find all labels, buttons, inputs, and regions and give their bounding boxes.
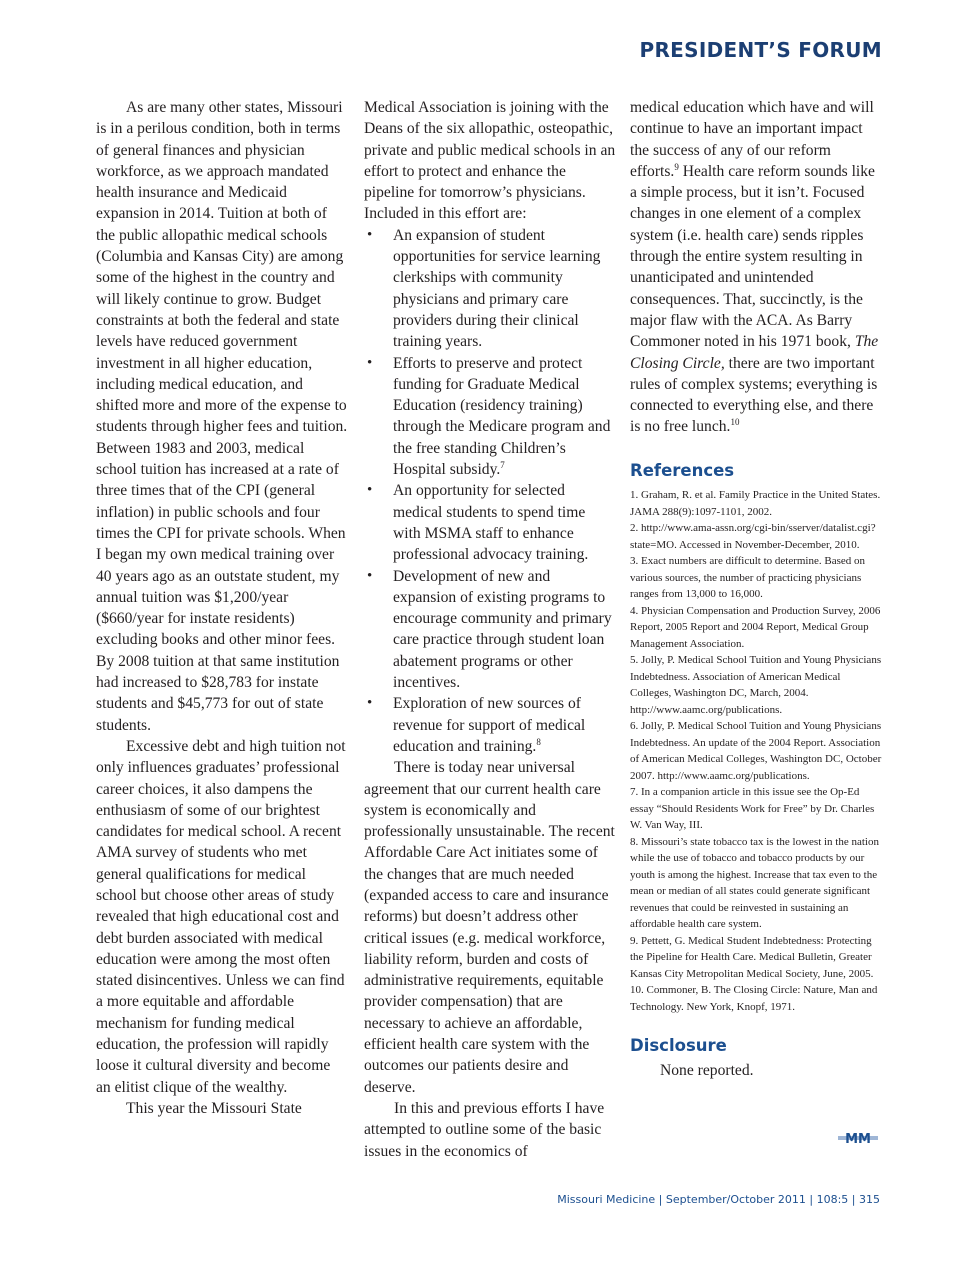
paragraph: In this and previous efforts I have attempted to outline some of the basic issues in the economics of: [364, 1099, 605, 1160]
footnote-marker: 7: [500, 459, 505, 470]
list-item: • Efforts to preserve and protect funding for Graduate Medical Education (residency training) through the Medicare program and the free standing Children’s Hospital subsidy.$^7$: [364, 353, 616, 481]
references-heading: References: [630, 460, 735, 480]
paragraph: There is today near universal agreement that our current health care system is economically and professionally unsustainable. The recent Affordable Care Act initiates some of the changes that are much needed (expanded access to care and insurance reforms) but doesn’t address other critical issues (e.g. medical workforce, liability reform, burden and costs of administrative requirements, equitable provider compensation) that are necessary to achieve an affordable, efficient health care system with the outcomes our patients desire and deserve.: [364, 759, 615, 1096]
column-2: [364, 97, 616, 1162]
section-header: PRESIDENT’S FORUM: [639, 38, 882, 62]
reference-item: 1. Graham, R. et al. Family Practice in the United States. JAMA 288(9):1097-1101, 2002.: [630, 489, 881, 518]
list-item: • Development of new and expansion of existing programs to encourage community and primary care practice through student loan abatement programs or other incentives.: [364, 566, 616, 694]
book-title: The Closing Circle,: [630, 333, 879, 372]
reference-item: 10. Commoner, B. The Closing Circle: Nature, Man and Technology. New York, Knopf, 1971.: [630, 984, 878, 1013]
paragraph: Excessive debt and high tuition not only influences graduates’ professional career choices, it also dampens the enthusiasm of some of our brightest candidates for medical school. A recent AMA survey of students who met general qualifications for medical school but choose other areas of study revealed that high educational cost and debt burden associated with medical education were among the most often stated disincentives. Unless we can find a more equitable and affordable mechanism for funding medical education, the profession will rapidly loose it cultural diversity and become an elitist clique of the wealthy.: [96, 737, 346, 1096]
page-footer: Missouri Medicine | September/October 2011 | 108:5 | 315: [557, 1193, 880, 1206]
reference-item: 7. In a companion article in this issue see the Op-Ed essay “Should Residents Work for Free” by Dr. Charles W. Van Way, III.: [630, 786, 875, 832]
footnote-marker: 9: [674, 161, 679, 172]
reference-item: 8. Missouri’s state tobacco tax is the lowest in the nation while the use of tobacco and tobacco products by our youth is among the highest. Increase that tax even to the mean or median of all states could generate significant revenues that could be reinvested in sustaining an affordable health care system.: [630, 835, 879, 931]
mm-logo-text: MM: [845, 1132, 871, 1145]
disclosure-text: None reported.: [660, 1062, 754, 1080]
list-item: • Exploration of new sources of revenue for support of medical education and training.$^8$: [364, 693, 616, 757]
paragraph: medical education which have and will continue to have an important impact the success of any of our reform efforts.$^9$ Health care reform sounds like a simple process, but it isn’t. Focused changes in one element of a complex system (i.e. health care) sends ripples through the entire system resulting in unanticipated and unintended consequences. That, succinctly, is the major flaw with the ACA. As Barry Commoner noted in his 1971 book, The Closing Circle, there are two important rules of complex systems; everything is connected to everything else, and there is no free lunch.$^{10}$: [630, 99, 879, 436]
mm-logo-icon: [838, 1131, 878, 1145]
reference-item: 2. http://www.ama-assn.org/cgi-bin/sserver/datalist.cgi?state=MO. Accessed in November-December, 2010.: [630, 522, 876, 551]
paragraph: As are many other states, Missouri is in a perilous condition, both in terms of general finances and physician workforce, as we approach mandated health insurance and Medicaid expansion in 2014. Tuition at both of the public allopathic medical schools (Columbia and Kansas City) are among some of the highest in the country and will likely continue to grow. Budget constraints at both the federal and state levels have reduced government investment in all higher education, including medical education, and shifted more and more of the expense to students through higher fees and tuition. Between 1983 and 2003, medical school tuition has increased at a rate of three times that of the CPI (general inflation) in public schools and four times the CPI for private schools. When I began my own medical training over 40 years ago as an outstate student, my annual tuition was $1,200/year ($660/year for instate residents) excluding books and other minor fees. By 2008 tuition at that same institution had increased to $28,783 for instate students and $45,773 for out of state students.: [96, 99, 348, 734]
footnote-marker: 8: [536, 736, 541, 747]
reference-item: 5. Jolly, P. Medical School Tuition and Young Physicians Indebtedness. Association of American Medical Colleges, Washington DC, March, 2004. http://www.aamc.org/publications.: [630, 654, 882, 716]
references-list: [630, 487, 882, 1015]
reference-item: 6. Jolly, P. Medical School Tuition and Young Physicians Indebtedness. An update of the 2004 Report. Association of American Medical Colleges, Washington DC, October 2007. http://www.aamc.org/publications.: [630, 720, 882, 782]
paragraph: This year the Missouri State: [126, 1099, 302, 1117]
column-1: [96, 97, 348, 1119]
list-item: • An expansion of student opportunities for service learning clerkships with community physicians and primary care providers during their clinical training years.: [364, 225, 616, 353]
paragraph: Medical Association is joining with the Deans of the six allopathic, osteopathic, private and public medical schools in an effort to protect and enhance the pipeline for tomorrow’s physicians. Included in this effort are:: [364, 99, 616, 223]
disclosure-heading: Disclosure: [630, 1036, 727, 1056]
reference-item: 9. Pettett, G. Medical Student Indebtedness: Protecting the Pipeline for Health Care. Medical Bulletin, Greater Kansas City Metropolitan Medical Society, June, 2005.: [630, 934, 874, 980]
column-3: [630, 97, 882, 1082]
footnote-marker: 10: [730, 417, 740, 428]
reference-item: 3. Exact numbers are difficult to determine. Based on various sources, the number of practicing physicians ranges from 13,000 to 16,000.: [630, 555, 866, 601]
initiatives-list: [364, 225, 616, 757]
reference-item: 4. Physician Compensation and Production Survey, 2006 Report, 2005 Report and 2004 Report, Medical Group Management Association.: [630, 604, 881, 650]
list-item: • An opportunity for selected medical students to spend time with MSMA staff to enhance professional advocacy training.: [364, 480, 616, 565]
